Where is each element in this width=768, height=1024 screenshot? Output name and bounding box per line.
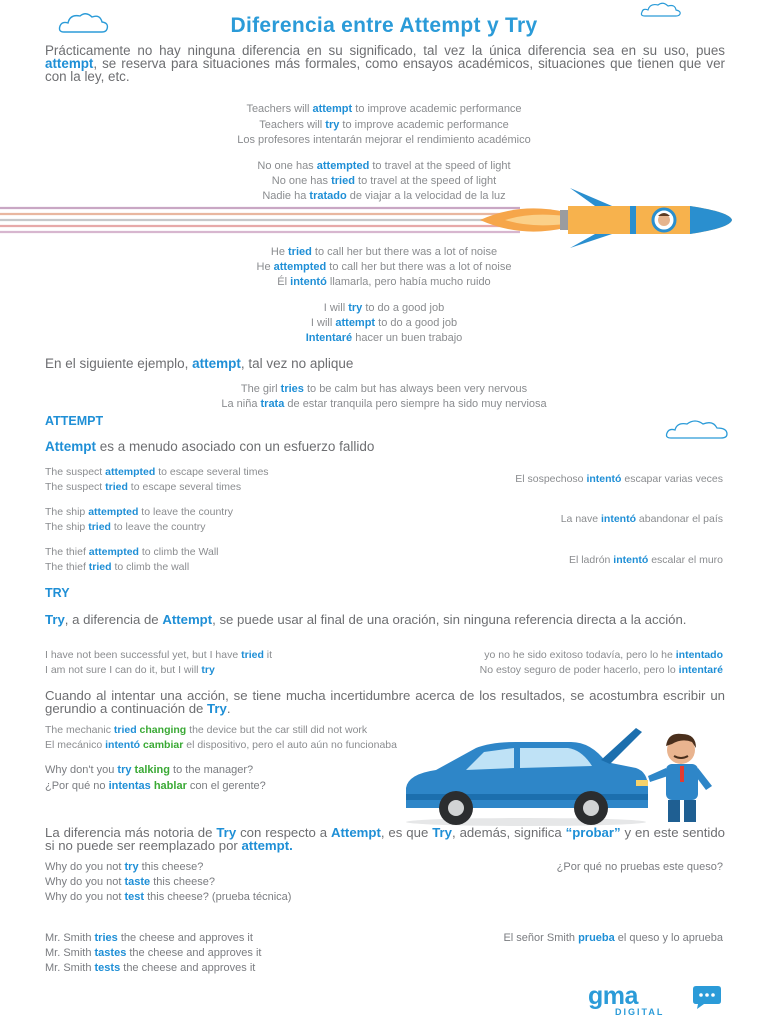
example-line: La niña trata de estar tranquila pero siempre ha sido muy nerviosa: [221, 398, 547, 410]
cheese-example-es: ¿Por qué no pruebas este queso?: [556, 861, 723, 873]
example-line: I will try to do a good job: [323, 302, 445, 314]
next-example-heading: En el siguiente ejemplo, attempt, tal vez no aplique: [45, 356, 354, 371]
example-line: Teachers will attempt to improve academic performance: [246, 103, 522, 115]
cheese-example-en: Why do you not taste this cheese?: [45, 876, 216, 888]
logo-main-text: gma: [588, 982, 638, 1010]
page-title: Diferencia entre Attempt y Try: [230, 14, 538, 37]
try-paragraph: Try, a diferencia de Attempt, se puede usar al final de una oración, sin ninguna referencia directa a la acción.: [45, 612, 687, 627]
rocket-illustration: [0, 184, 740, 248]
example-line: No one has tried to travel at the speed of light: [271, 175, 497, 187]
gerund-example: ¿Por qué no intentas hablar con el gerente?: [45, 780, 266, 792]
difference-paragraph: La diferencia más notoria de Try con respecto a Attempt, es que Try, además, significa “probar” y en este sentido si no puede ser reemplazado por attempt.: [45, 825, 725, 853]
attempt-example-en: The thief tried to climb the wall: [45, 561, 190, 573]
example-line: I will attempt to do a good job: [310, 317, 458, 329]
example-line: He tried to call her but there was a lot of noise: [270, 246, 498, 258]
attempt-example-en: The thief attempted to climb the Wall: [45, 546, 219, 558]
logo-sub-text: DIGITAL: [615, 1007, 665, 1017]
cheese-example-en: Why do you not test this cheese? (prueba técnica): [45, 891, 292, 903]
try-example-es: No estoy seguro de poder hacerlo, pero lo intentaré: [479, 664, 723, 676]
attempt-heading: Attempt es a menudo asociado con un esfuerzo fallido: [45, 439, 375, 454]
smith-example-es: El señor Smith prueba el queso y lo aprueba: [503, 932, 723, 944]
attempt-example-es: El sospechoso intentó escapar varias veces: [515, 473, 723, 485]
gerund-example: Why don't you try talking to the manager?: [45, 764, 254, 776]
attempt-example-es: La nave intentó abandonar el país: [560, 513, 723, 525]
car-mechanic-illustration: [396, 728, 736, 828]
try-example-es: yo no he sido exitoso todavía, pero lo he intentado: [484, 649, 723, 661]
cloud-icon-mid: [665, 418, 731, 440]
gerund-paragraph: Cuando al intentar una acción, se tiene mucha incertidumbre acerca de los resultados, se acostumbra escribir un gerundio a continuación de Try.: [45, 688, 725, 716]
attempt-example-en: The suspect tried to escape several times: [45, 481, 242, 493]
cheese-example-en: Why do you not try this cheese?: [45, 861, 204, 873]
try-section-label: TRY: [45, 586, 70, 600]
example-line: Él intentó llamarla, pero había mucho ruido: [277, 276, 491, 288]
intro-paragraph: [45, 44, 725, 83]
example-line: The girl tries to be calm but has always been very nervous: [240, 383, 528, 395]
gerund-example: The mechanic tried changing the device but the car still did not work: [45, 724, 368, 736]
example-line: Intentaré hacer un buen trabajo: [305, 332, 463, 344]
try-example-en: I am not sure I can do it, but I will try: [45, 664, 215, 676]
attempt-example-es: El ladrón intentó escalar el muro: [568, 554, 723, 566]
attempt-section-label: ATTEMPT: [45, 414, 104, 428]
attempt-example-en: The suspect attempted to escape several times: [45, 466, 269, 478]
gerund-example: El mecánico intentó cambiar el dispositivo, pero el auto aún no funcionaba: [45, 739, 397, 751]
intro-keyword: attempt: [45, 56, 94, 71]
smith-example-en: Mr. Smith tries the cheese and approves it: [45, 932, 253, 944]
attempt-example-en: The ship tried to leave the country: [45, 521, 206, 533]
intro-text-2: , se reserva para situaciones más formales, como ensayos académicos, situaciones que tienen que ver con la ley, etc.: [45, 56, 725, 84]
attempt-example-en: The ship attempted to leave the country: [45, 506, 233, 518]
intro-text-1: Prácticamente no hay ninguna diferencia en su significado, tal vez la única diferencia sea en su uso, pues: [45, 43, 725, 58]
smith-example-en: Mr. Smith tastes the cheese and approves it: [45, 947, 262, 959]
smith-example-en: Mr. Smith tests the cheese and approves it: [45, 962, 256, 974]
chat-bubble-icon: [692, 984, 722, 1010]
example-line: No one has attempted to travel at the speed of light: [257, 160, 511, 172]
example-line: Nadie ha tratado de viajar a la velocidad de la luz: [262, 190, 506, 202]
example-line: Los profesores intentarán mejorar el rendimiento académico: [237, 134, 531, 146]
example-line: Teachers will try to improve academic performance: [259, 119, 509, 131]
example-line: He attempted to call her but there was a lot of noise: [256, 261, 512, 273]
try-example-en: I have not been successful yet, but I have tried it: [45, 649, 273, 661]
gma-digital-logo: [588, 982, 724, 1018]
